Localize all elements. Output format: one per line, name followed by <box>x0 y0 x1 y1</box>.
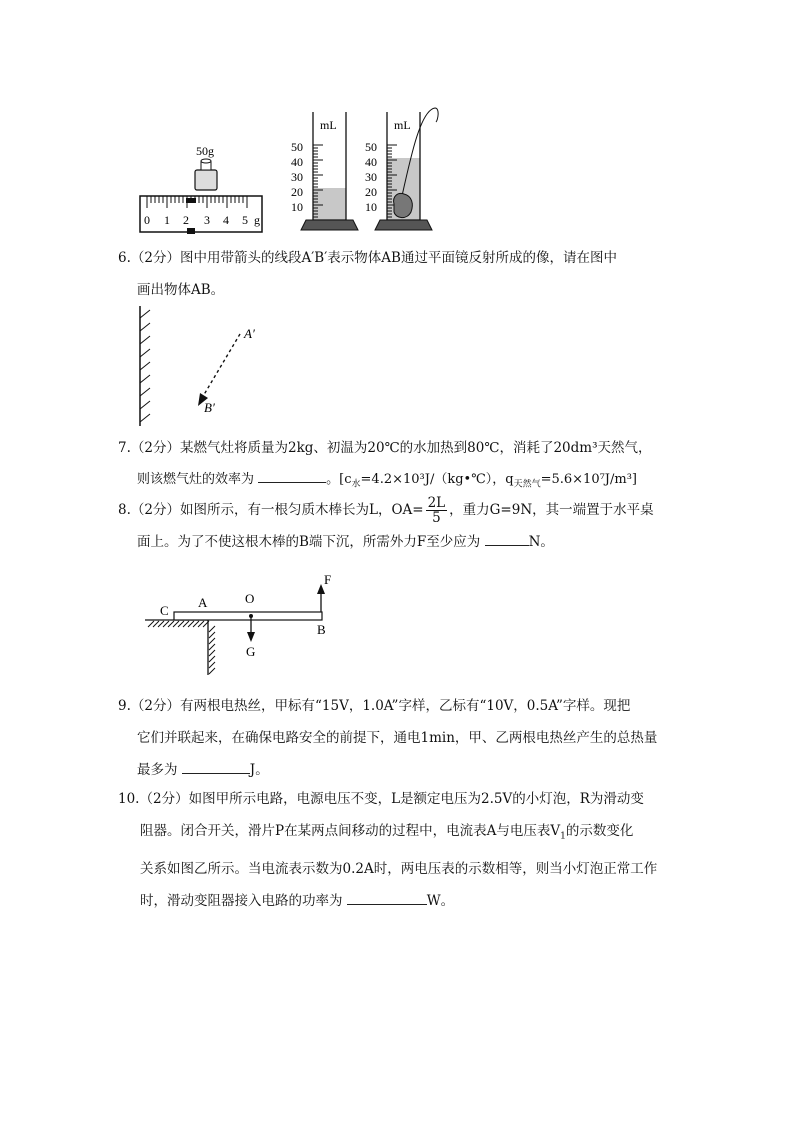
question-text: 某燃气灶将质量为2kg、初温为20℃的水加热到80℃，消耗了20dm³天然气， <box>179 440 652 456</box>
tick-mark <box>198 621 204 627</box>
question-score: （2分） <box>130 698 180 714</box>
image-arrow-line <box>202 334 240 398</box>
tick-mark <box>178 621 184 627</box>
label-a: A <box>198 595 208 610</box>
tick-mark <box>209 662 215 668</box>
tick-mark <box>158 621 164 627</box>
tick-mark <box>140 414 150 422</box>
scale-number: 5 <box>242 213 248 227</box>
tick-mark <box>148 621 154 627</box>
question-text: ，重力G=9N，其一端置于水平桌 <box>449 502 654 518</box>
cyl1-tick-10: 10 <box>291 200 303 214</box>
tick-mark <box>173 621 179 627</box>
scale-number: 2 <box>183 213 189 227</box>
graduated-cylinder-1 <box>291 112 358 230</box>
tick-mark <box>140 336 150 344</box>
question-9: 9.（2分）有两根电热丝，甲标有“15V，1.0A”字样，乙标有“10V，0.5A”字样。现把 它们并联起来，在确保电路安全的前提下，通电1min，甲、乙两根电热丝产生的总热量 最多为 J。 <box>118 698 658 778</box>
question-7: 7.（2分）某燃气灶将质量为2kg、初温为20℃的水加热到80℃，消耗了20dm³天然气， 则该燃气灶的效率为 。[$c_水=4.2\times 10^3J/(kg•℃)$，$q_{天然气}=5.6\times 10^7J/m^3$] <box>118 440 652 490</box>
question-text: 画出物体AB。 <box>137 282 225 298</box>
question-text: 如图甲所示电路，电源电压不变，L是额定电压为2.5V的小灯泡，R为滑动变 <box>188 791 644 807</box>
question-8: 8.（2分）如图所示，有一根匀质木棒长为L，OA= $\frac{2L}{5}$ ，重力G=9N，其一端置于水平桌 面上。为了不使这根木棒的B端下沉，所需外力F至少应为 N。 <box>118 495 654 550</box>
tick-mark <box>209 626 215 632</box>
stone <box>394 193 413 217</box>
answer-blank[interactable] <box>347 888 427 905</box>
question-number: 6. <box>118 250 131 266</box>
question-6 <box>118 242 688 306</box>
tick-mark <box>163 621 169 627</box>
label-a-prime: A′ <box>244 326 255 341</box>
scale-number: 3 <box>204 213 210 227</box>
question-text: 图中用带箭头的线段A′B′表示物体AB通过平面镜反射所成的像，请在图中 <box>179 250 617 266</box>
tick-mark <box>209 644 215 650</box>
weight-label: 50g <box>196 144 214 158</box>
cyl2-tick-20: 20 <box>365 185 377 199</box>
question-score: （2分） <box>130 440 180 456</box>
tick-mark <box>209 650 215 656</box>
fraction-2l-over-5: $\frac{2L}{5}$ <box>427 495 446 526</box>
balance-rider <box>186 198 196 203</box>
cyl1-tick-40: 40 <box>291 155 303 169</box>
question-number: 9. <box>118 698 131 714</box>
tick-mark <box>140 388 150 396</box>
tick-mark <box>209 656 215 662</box>
tick-mark <box>140 310 150 318</box>
tick-mark <box>209 632 215 638</box>
tick-mark <box>140 349 150 357</box>
cyl2-tick-50: 50 <box>365 140 377 154</box>
cyl2-tick-30: 30 <box>365 170 377 184</box>
label-f: F <box>324 572 332 587</box>
cyl1-tick-20: 20 <box>291 185 303 199</box>
balance-pointer <box>187 228 195 234</box>
answer-blank[interactable] <box>485 529 529 546</box>
cyl1-tick-50: 50 <box>291 140 303 154</box>
scale-number: 1 <box>164 213 170 227</box>
tick-mark <box>183 621 189 627</box>
lever-figure <box>140 570 360 680</box>
tick-mark <box>140 401 150 409</box>
label-c: C <box>160 603 169 618</box>
question-number: 8. <box>118 502 131 518</box>
graduated-cylinder-2 <box>365 108 438 230</box>
cylinder-unit: mL <box>394 118 411 132</box>
tick-mark <box>209 638 215 644</box>
question-text: 时，滑动变阻器接入电路的功率为 <box>140 892 343 909</box>
label-o: O <box>245 591 255 606</box>
tick-mark <box>209 668 215 674</box>
question-text: 有两根电热丝，甲标有“15V，1.0A”字样，乙标有“10V，0.5A”字样。现把 <box>179 698 631 714</box>
question-text: 则该燃气灶的效率为 <box>137 472 255 487</box>
tick-mark <box>140 323 150 331</box>
tick-mark <box>140 375 150 383</box>
answer-blank[interactable] <box>258 466 326 483</box>
label-g: G <box>246 644 256 659</box>
balance-scale <box>140 196 262 234</box>
balance-and-cylinders-figure <box>130 100 450 240</box>
question-score: （2分） <box>139 791 189 807</box>
question-text: 面上。为了不使这根木棒的B端下沉，所需外力F至少应为 <box>137 534 481 550</box>
question-text: 阻器。闭合开关，滑片P在某两点间移动的过程中，电流表A与电压表V <box>140 823 561 839</box>
question-text: 关系如图乙所示。当电流表示数为0.2A时，两电压表的示数相等，则当小灯泡正常工作 <box>140 860 658 877</box>
tick-mark <box>153 621 159 627</box>
cyl1-tick-30: 30 <box>291 170 303 184</box>
tick-mark <box>168 621 174 627</box>
wooden-rod <box>174 612 322 620</box>
label-b: B <box>317 622 326 637</box>
question-text: 如图所示，有一根匀质木棒长为L，OA= <box>179 502 424 518</box>
tick-mark <box>140 362 150 370</box>
label-b-prime: B′ <box>204 400 215 415</box>
question-score: （2分） <box>130 250 180 266</box>
question-score: （2分） <box>130 502 180 518</box>
question-number: 7. <box>118 440 131 456</box>
cylinder-unit: mL <box>320 118 337 132</box>
weight-50g <box>195 144 217 190</box>
scale-number: 0 <box>144 213 150 227</box>
tick-mark <box>188 621 194 627</box>
scale-unit: g <box>254 213 260 227</box>
cyl2-tick-40: 40 <box>365 155 377 169</box>
question-number: 10. <box>118 791 140 807</box>
tick-mark <box>193 621 199 627</box>
answer-blank[interactable] <box>182 757 250 774</box>
question-text: 最多为 <box>137 762 178 778</box>
question-text: 它们并联起来，在确保电路安全的前提下，通电1min，甲、乙两根电热丝产生的总热量 <box>137 730 658 746</box>
cyl2-tick-10: 10 <box>365 200 377 214</box>
question-10: 10.（2分）如图甲所示电路，电源电压不变，L是额定电压为2.5V的小灯泡，R为滑动变 阻器。闭合开关，滑片P在某两点间移动的过程中，电流表A与电压表$V_1$的示数变化 关系如图乙所示。当电流表示数为0.2A时，两电压表的示数相等，则当小灯泡正常工作 时，滑动变阻器接入电路的功率为 W。 <box>118 791 658 909</box>
plane-mirror-figure <box>130 304 280 429</box>
scale-number: 4 <box>223 213 229 227</box>
